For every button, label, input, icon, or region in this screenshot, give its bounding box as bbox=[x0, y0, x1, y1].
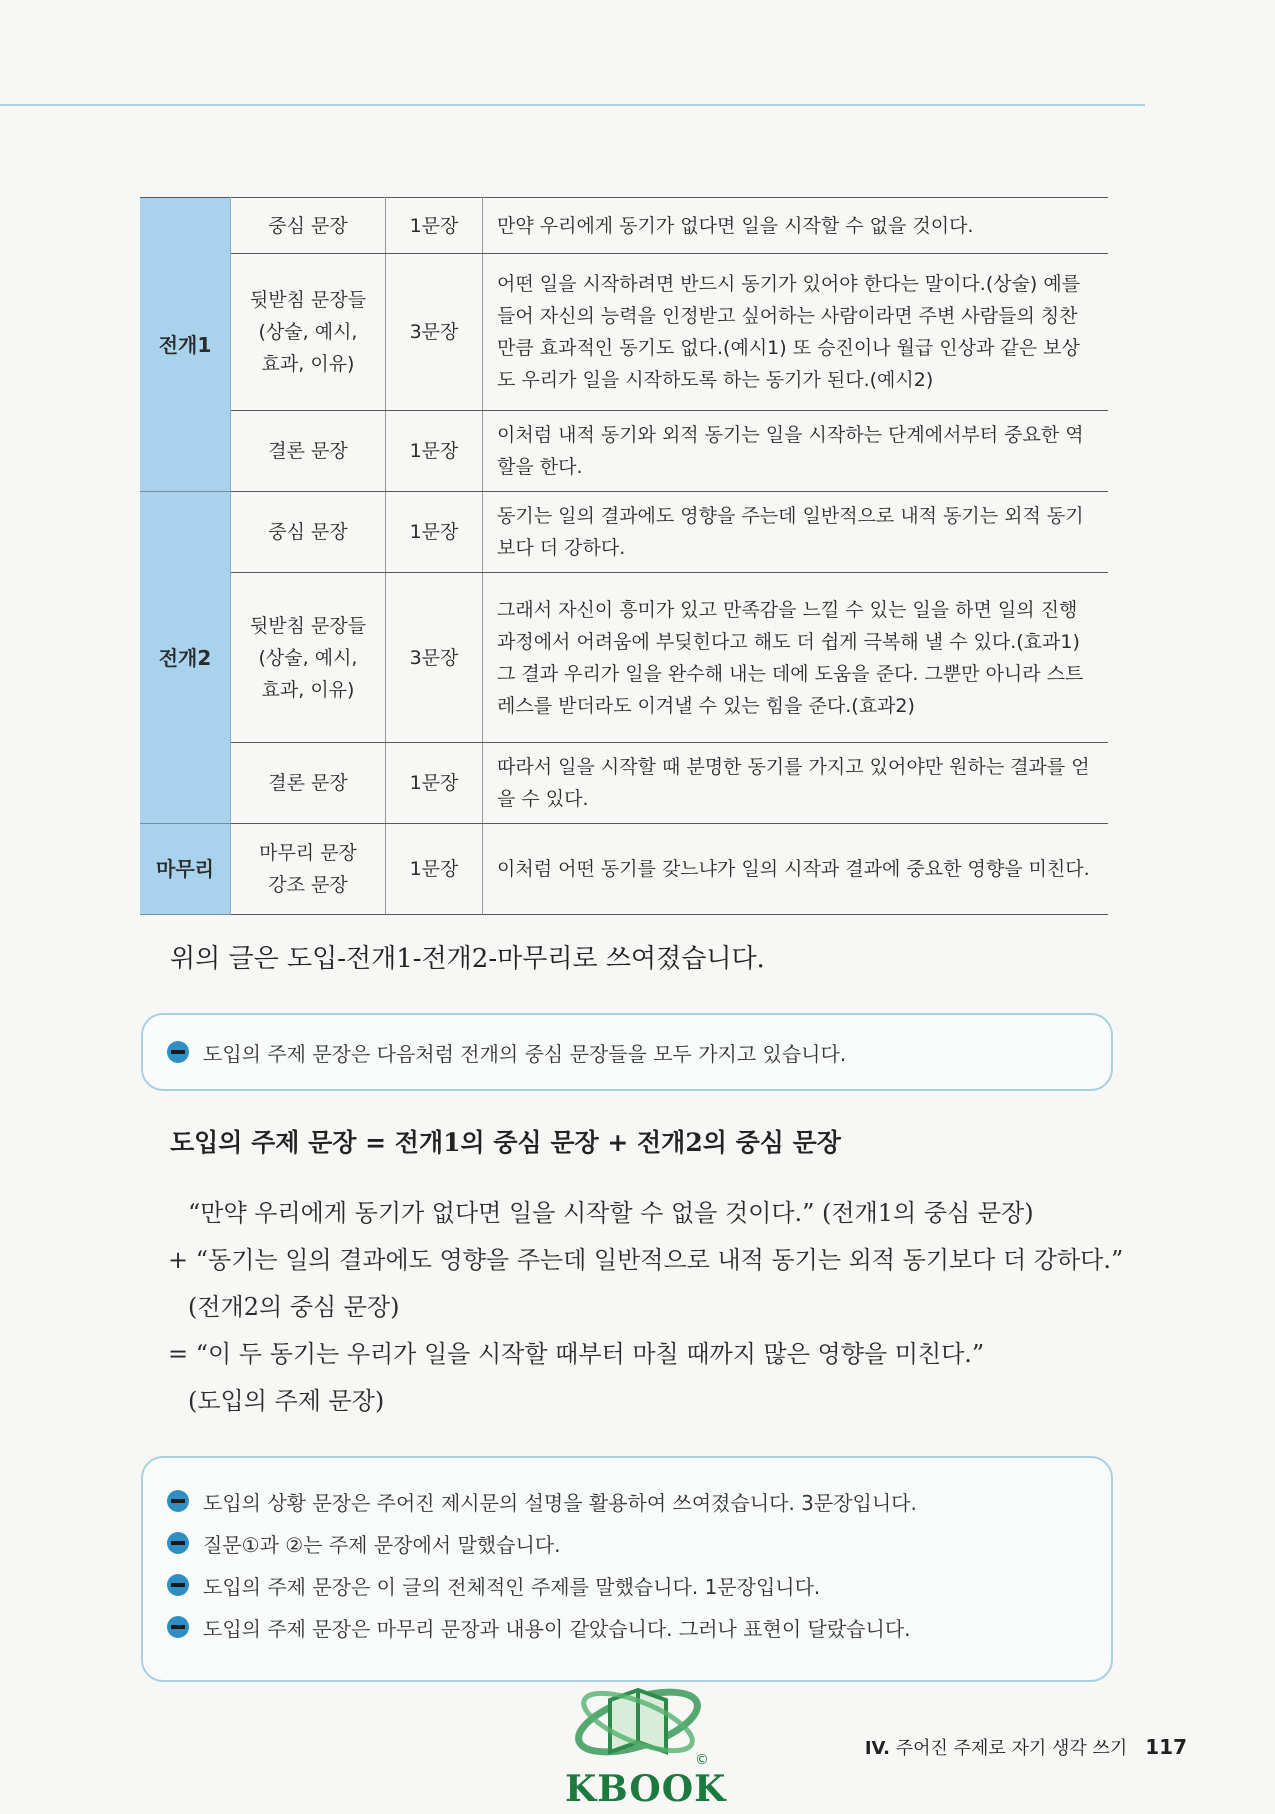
bullet-icon bbox=[167, 1532, 189, 1554]
note-text: 도입의 상황 문장은 주어진 제시문의 설명을 활용하여 쓰여졌습니다. 3문장입니다. bbox=[203, 1490, 917, 1515]
note-item bbox=[167, 1522, 917, 1564]
sentence-content: 그래서 자신이 흥미가 있고 만족감을 느낄 수 있는 일을 하면 일의 진행 과정에서 어려움에 부딪힌다고 해도 더 쉽게 극복해 낼 수 있다.(효과1) 그 결과 우리가 일을 완수해 내는 데에 도움을 준다. 그뿐만 아니라 스트레스를 받더라도 이겨낼 수 있는 힘을 준다.(효과2) bbox=[483, 573, 1109, 743]
sentence-type: 뒷받침 문장들 (상술, 예시, 효과, 이유) bbox=[231, 254, 386, 411]
quote-label: (도입의 주제 문장) bbox=[188, 1387, 385, 1415]
sentence-count: 1문장 bbox=[386, 824, 483, 915]
chapter-title: 주어진 주제로 자기 생각 쓰기 bbox=[895, 1738, 1128, 1759]
table-row bbox=[140, 743, 1108, 824]
chapter-number: IV. bbox=[864, 1738, 890, 1759]
header-rule bbox=[0, 104, 1145, 106]
sentence-content: 만약 우리에게 동기가 없다면 일을 시작할 수 없을 것이다. bbox=[483, 198, 1109, 254]
table-row bbox=[140, 492, 1108, 573]
section-cell: 전개1 bbox=[140, 198, 231, 492]
bullet-icon bbox=[167, 1574, 189, 1596]
sentence-count: 1문장 bbox=[386, 492, 483, 573]
note-text: 도입의 주제 문장은 마무리 문장과 내용이 같았습니다. 그러나 표현이 달랐습니다. bbox=[203, 1616, 911, 1641]
sentence-count: 1문장 bbox=[386, 743, 483, 824]
structure-table bbox=[140, 197, 1108, 915]
section-cell: 마무리 bbox=[140, 824, 231, 915]
note-item bbox=[167, 1031, 846, 1073]
table-row bbox=[140, 411, 1108, 492]
note-item bbox=[167, 1480, 917, 1522]
quote-line: “만약 우리에게 동기가 없다면 일을 시작할 수 없을 것이다.” (전개1의 중심 문장) bbox=[188, 1199, 1034, 1227]
note-text: 질문①과 ②는 주제 문장에서 말했습니다. bbox=[203, 1532, 561, 1557]
logo-text: KBOOK bbox=[565, 1768, 727, 1810]
quote-label: (전개2의 중심 문장) bbox=[188, 1293, 400, 1321]
sentence-count: 3문장 bbox=[386, 254, 483, 411]
table-row bbox=[140, 254, 1108, 411]
sentence-type: 마무리 문장 강조 문장 bbox=[231, 824, 386, 915]
copyright-mark: © bbox=[695, 1752, 709, 1768]
quote-line: + “동기는 일의 결과에도 영향을 주는데 일반적으로 내적 동기는 외적 동기보다 더 강하다.” bbox=[168, 1246, 1124, 1274]
sentence-type: 중심 문장 bbox=[231, 492, 386, 573]
sentence-count: 1문장 bbox=[386, 198, 483, 254]
note-item bbox=[167, 1564, 917, 1606]
sentence-type: 뒷받침 문장들 (상술, 예시, 효과, 이유) bbox=[231, 573, 386, 743]
quote-line: = “이 두 동기는 우리가 일을 시작할 때부터 마칠 때까지 많은 영향을 미친다.” bbox=[168, 1340, 985, 1368]
section-cell: 전개2 bbox=[140, 492, 231, 824]
sentence-content: 이처럼 내적 동기와 외적 동기는 일을 시작하는 단계에서부터 중요한 역할을 한다. bbox=[483, 411, 1109, 492]
formula-heading: 도입의 주제 문장 = 전개1의 중심 문장 + 전개2의 중심 문장 bbox=[170, 1128, 841, 1157]
note-text: 도입의 주제 문장은 이 글의 전체적인 주제를 말했습니다. 1문장입니다. bbox=[203, 1574, 821, 1599]
table-row bbox=[140, 198, 1108, 254]
bullet-icon bbox=[167, 1616, 189, 1638]
sentence-type: 결론 문장 bbox=[231, 411, 386, 492]
sentence-count: 1문장 bbox=[386, 411, 483, 492]
sentence-content: 따라서 일을 시작할 때 분명한 동기를 가지고 있어야만 원하는 결과를 얻을 수 있다. bbox=[483, 743, 1109, 824]
sentence-content: 동기는 일의 결과에도 영향을 주는데 일반적으로 내적 동기는 외적 동기보다 더 강하다. bbox=[483, 492, 1109, 573]
page-footer bbox=[865, 1734, 1187, 1760]
sentence-type: 중심 문장 bbox=[231, 198, 386, 254]
sentence-content: 어떤 일을 시작하려면 반드시 동기가 있어야 한다는 말이다.(상술) 예를 들어 자신의 능력을 인정받고 싶어하는 사람이라면 주변 사람들의 칭찬만큼 효과적인 동기도 없다.(예시1) 또 승진이나 월급 인상과 같은 보상도 우리가 일을 시작하도록 하는 동기가 된다.(예시2) bbox=[483, 254, 1109, 411]
sentence-count: 3문장 bbox=[386, 573, 483, 743]
table-row bbox=[140, 824, 1108, 915]
table-row bbox=[140, 573, 1108, 743]
note-item bbox=[167, 1606, 917, 1648]
page-number: 117 bbox=[1145, 1735, 1187, 1759]
sentence-type: 결론 문장 bbox=[231, 743, 386, 824]
summary-text: 위의 글은 도입-전개1-전개2-마무리로 쓰여졌습니다. bbox=[170, 944, 765, 974]
sentence-content: 이처럼 어떤 동기를 갖느냐가 일의 시작과 결과에 중요한 영향을 미친다. bbox=[483, 824, 1109, 915]
bullet-icon bbox=[167, 1041, 189, 1063]
note-text: 도입의 주제 문장은 다음처럼 전개의 중심 문장들을 모두 가지고 있습니다. bbox=[203, 1041, 847, 1066]
note-box bbox=[141, 1013, 1113, 1091]
note-box bbox=[141, 1456, 1113, 1682]
bullet-icon bbox=[167, 1490, 189, 1512]
